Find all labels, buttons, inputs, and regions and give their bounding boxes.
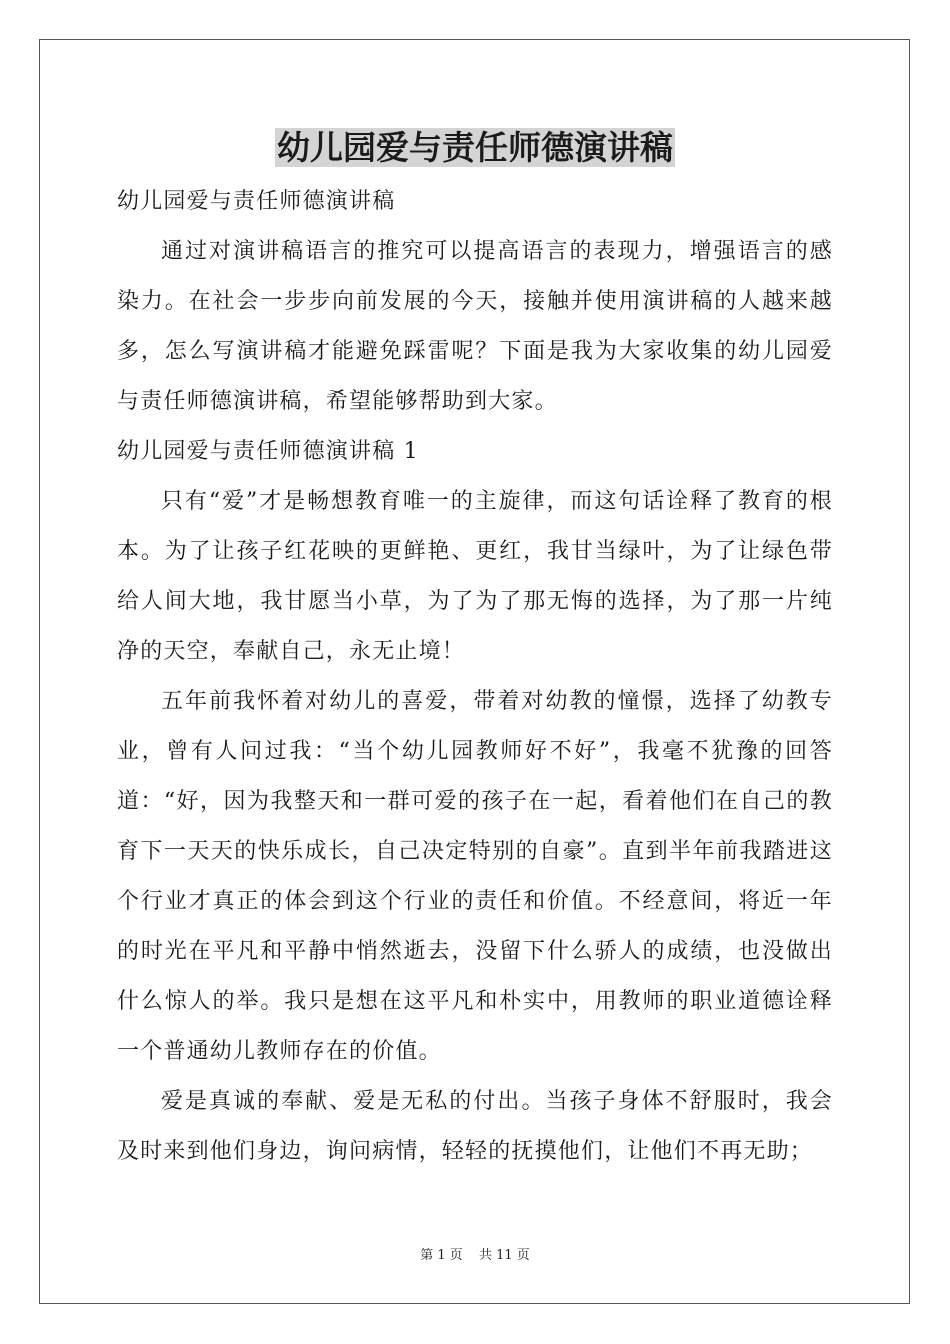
paragraph-section-heading: 幼儿园爱与责任师德演讲稿 1	[117, 439, 419, 464]
page-number: 第 1 页	[420, 1248, 463, 1263]
paragraph-body: 爱是真诚的奉献、爱是无私的付出。当孩子身体不舒服时，我会及时来到他们身边，询问病情，轻轻的抚摸他们，让他们不再无助；	[117, 1089, 833, 1164]
paragraph-body: 五年前我怀着对幼儿的喜爱，带着对幼教的憧憬，选择了幼教专业，曾有人问过我：“当个幼儿园教师好不好”，我毫不犹豫的回答道：“好，因为我整天和一群可爱的孩子在一起，看着他们在自己的教育下一天天的快乐成长，自己决定特别的自豪”。直到半年前我踏进这个行业才真正的体会到这个行业的责任和价值。不经意间，将近一年的时光在平凡和平静中悄然逝去，没留下什么骄人的成绩，也没做出什么惊人的举。我只是想在这平凡和朴实中，用教师的职业道德诠释一个普通幼儿教师存在的价值。	[117, 689, 833, 1064]
document-title-text: 幼儿园爱与责任师德演讲稿	[277, 128, 673, 167]
document-title	[0, 124, 950, 172]
paragraph-intro: 通过对演讲稿语言的推究可以提高语言的表现力，增强语言的感染力。在社会一步步向前发展的今天，接触并使用演讲稿的人越来越多，怎么写演讲稿才能避免踩雷呢？下面是我为大家收集的幼儿园爱与责任师德演讲稿，希望能够帮助到大家。	[117, 239, 833, 414]
paragraph-subtitle: 幼儿园爱与责任师德演讲稿	[117, 189, 396, 214]
page-total: 共 11 页	[478, 1248, 530, 1263]
paragraph-body: 只有“爱”才是畅想教育唯一的主旋律，而这句话诠释了教育的根本。为了让孩子红花映的更鲜艳、更红，我甘当绿叶，为了让绿色带给人间大地，我甘愿当小草，为了为了那无悔的选择，为了那一片纯净的天空，奉献自己，永无止境！	[117, 489, 833, 664]
document-body	[117, 177, 833, 1177]
page-footer	[0, 1246, 950, 1266]
